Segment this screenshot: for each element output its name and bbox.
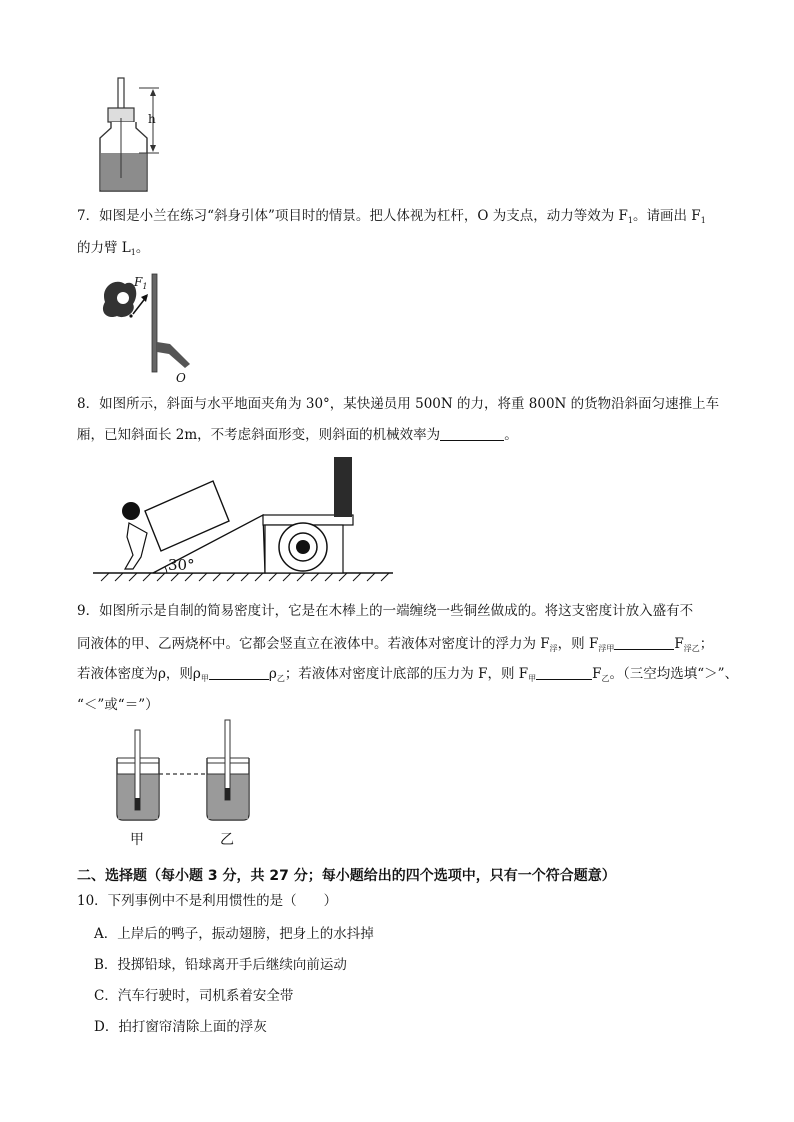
beaker-label-yi: 乙 bbox=[220, 832, 234, 848]
angle-label: 30° bbox=[168, 556, 195, 574]
beakers-figure bbox=[115, 728, 275, 818]
height-label: h bbox=[148, 112, 156, 126]
section-2-title: 二、选择题（每小题 3 分，共 27 分；每小题给出的四个选项中，只有一个符合题意） bbox=[77, 868, 616, 884]
q10-option-c[interactable]: C．汽车行驶时，司机系着安全带 bbox=[94, 988, 294, 1004]
q8-answer-blank[interactable] bbox=[440, 426, 504, 441]
q8-line-1: 8．如图所示，斜面与水平地面夹角为 30°，某快递员用 500N 的力，将重 800N 的货物沿斜面匀速推上车 bbox=[77, 396, 720, 412]
incline-truck-figure bbox=[93, 457, 393, 587]
q10-option-a[interactable]: A．上岸后的鸭子，振动翅膀，把身上的水抖掉 bbox=[94, 926, 374, 942]
q9-line-1: 9．如图所示是自制的简易密度计，它是在木棒上的一端缠绕一些铜丝做成的。将这支密度计放入盛有不 bbox=[77, 603, 694, 619]
q7-line-2: 的力臂 $L_1$。 bbox=[77, 240, 150, 257]
q9-line-2: 同液体的甲、乙两烧杯中。它都会竖直立在液体中。若液体对密度计的浮力为 $F_浮$，则 $F_{浮甲}$ $F_{浮乙}$； bbox=[77, 636, 714, 653]
q8-line-2: 厢，已知斜面长 2m，不考虑斜面形变，则斜面的机械效率为 。 bbox=[77, 427, 518, 443]
q10-option-d[interactable]: D．拍打窗帘清除上面的浮灰 bbox=[94, 1019, 267, 1035]
q9-line-3: 若液体密度为ρ，则$\rho_甲$ $\rho_乙$；若液体对密度计底部的压力为 F，则 $F_甲$ $F_乙$。（三空均选填“＞”、 bbox=[77, 666, 739, 683]
q10-option-b[interactable]: B．投掷铅球，铅球离开手后继续向前运动 bbox=[94, 957, 347, 973]
q10-stem: 10．下列事例中不是利用惯性的是（ ） bbox=[77, 893, 338, 909]
pivot-label: O bbox=[176, 371, 186, 385]
q9-blank-2[interactable] bbox=[209, 665, 269, 680]
q7-line-1: 7．如图是小兰在练习“斜身引体”项目时的情景。把人体视为杠杆，O 为支点，动力等效为 $F_1$。请画出 $F_1$ bbox=[77, 208, 706, 225]
beaker-label-jia: 甲 bbox=[130, 832, 144, 848]
q9-blank-3[interactable] bbox=[536, 665, 592, 680]
q9-line-4: “＜”或“＝”） bbox=[77, 697, 159, 713]
force-label: $F_1$ bbox=[134, 275, 148, 291]
lean-pullup-figure bbox=[95, 272, 205, 382]
bottle-figure bbox=[95, 78, 175, 198]
q9-blank-1[interactable] bbox=[614, 635, 674, 650]
